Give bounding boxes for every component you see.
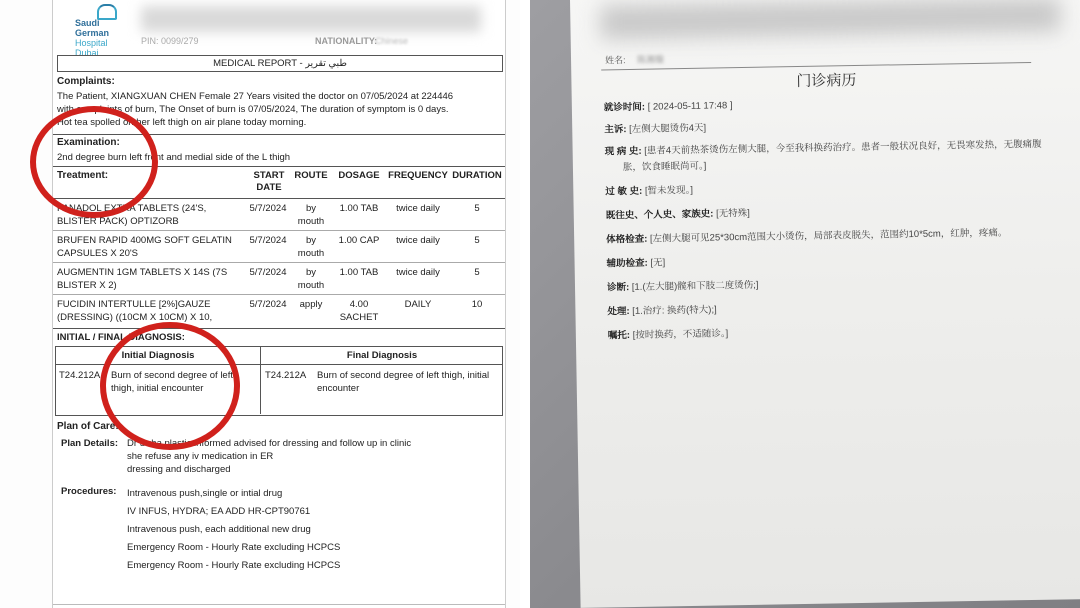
report-header: MEDICAL REPORT - طبي تقرير — [57, 55, 503, 72]
med-name: PANADOL EXTRA TABLETS (24'S, BLISTER PACK) OPTIZORB — [57, 203, 207, 227]
plan-details-label: Plan Details: — [61, 438, 119, 449]
final-text: Burn of second degree of left thigh, initial encounter — [317, 370, 490, 394]
plan-details-text: Dr Suha plastic informed advised for dressing and follow up in clinic she refuse any iv medication in ER dressing and discharged — [127, 438, 412, 475]
procedures-label: Procedures: — [61, 486, 117, 497]
procedures-list — [127, 485, 503, 575]
record-row: 处理: [1.治疗: 换药(特大);] — [607, 304, 717, 318]
plan-title: Plan of Care: — [57, 421, 119, 432]
record-row: 诊断: [1.(左大腿)髋和下肢二度烫伤;] — [606, 279, 759, 294]
med-dosage: 1.00 TAB — [339, 267, 379, 278]
pin-label: PIN: 0099/279 — [141, 36, 199, 46]
diagnosis-title: INITIAL / FINAL DIAGNOSIS: — [57, 332, 185, 343]
procedure-item: IV INFUS, HYDRA; EA ADD HR-CPT90761 — [127, 506, 311, 517]
treatment-title: Treatment: — [57, 170, 109, 181]
med-duration: 5 — [474, 235, 480, 246]
record-row: 就诊时间: [ 2024-05-11 17:48 ] — [603, 100, 733, 114]
med-date: 5/7/2024 — [249, 235, 287, 246]
final-code: T24.212A — [265, 370, 307, 381]
med-frequency: twice daily — [396, 203, 440, 214]
record-row: 体格检查: [左侧大腿可见25*30cm范围大小烫伤，局部表皮脱失，范围约10*5cm，红肿，疼痛。 — [606, 227, 1008, 246]
medical-report-photo — [0, 0, 520, 608]
red-annotation-circle — [100, 322, 240, 450]
name-label: 姓名: — [604, 55, 626, 66]
med-frequency: DAILY — [404, 299, 432, 310]
med-route: by mouth — [297, 203, 325, 227]
med-name: FUCIDIN INTERTULLE [2%]GAUZE (DRESSING) ((10CM X 10CM) X 10, — [57, 299, 213, 323]
outpatient-record-page — [570, 0, 1080, 608]
procedure-item: Intravenous push,single or intial drug — [127, 488, 283, 499]
outpatient-record-photo — [530, 0, 1080, 608]
med-dosage: 1.00 TAB — [339, 203, 379, 214]
initial-text: Burn of second degree of left thigh, initial encounter — [111, 370, 233, 394]
med-route: by mouth — [297, 235, 325, 259]
record-title: 门诊病历 — [796, 71, 857, 91]
hospital-logo: Saudi German Hospital Dubai — [75, 8, 135, 58]
record-row: 现 病 史: [患者4天前热茶烫伤左侧大腿，今至我科换药治疗。患者一般状况良好，无畏寒发热，无腹痛腹 — [604, 138, 1042, 158]
med-duration: 5 — [474, 203, 480, 214]
complaints-text: The Patient, XIANGXUAN CHEN Female 27 Years visited the doctor on 07/05/2024 at 224446 with complaints of burn, The Onset of burn is 07/05/2024, The duration of symptom is 0 days. Hot tea spolled on her left thigh on air plane today morning. — [57, 91, 454, 128]
examination-title: Examination: — [57, 137, 120, 148]
med-dosage: 1.00 CAP — [338, 235, 380, 246]
initial-code: T24.212A — [59, 370, 101, 381]
initial-diagnosis-head: Initial Diagnosis — [121, 350, 195, 361]
med-date: 5/7/2024 — [249, 267, 287, 278]
procedure-item: Emergency Room - Hourly Rate excluding HCPCS — [127, 542, 341, 553]
med-frequency: twice daily — [396, 235, 440, 246]
col-route: ROUTE — [294, 170, 328, 181]
med-duration: 10 — [471, 299, 483, 310]
record-row: 辅助检查: [无] — [606, 257, 666, 270]
med-frequency: twice daily — [396, 267, 440, 278]
red-annotation-circle — [30, 106, 158, 218]
col-duration: DURATION — [452, 170, 502, 181]
record-row: 嘱托: [按时换药，不适随诊。] — [607, 328, 729, 342]
col-start-date: START DATE — [253, 170, 285, 193]
med-date: 5/7/2024 — [249, 203, 287, 214]
final-diagnosis-head: Final Diagnosis — [346, 350, 418, 361]
med-name: AUGMENTIN 1GM TABLETS X 14S (7S BLISTER X 2) — [57, 267, 228, 291]
nationality-label: NATIONALITY: — [315, 36, 378, 46]
name-value: 陈湘璇 — [636, 54, 665, 65]
medical-report-page — [52, 0, 506, 608]
redacted-header — [141, 6, 481, 32]
procedure-item: Intravenous push, each additional new drug — [127, 524, 311, 535]
col-frequency: FREQUENCY — [388, 170, 448, 181]
med-name: BRUFEN RAPID 400MG SOFT GELATIN CAPSULES X 20'S — [57, 235, 232, 259]
med-route: apply — [299, 299, 323, 310]
record-row: 胀，饮食睡眠尚可。] — [622, 160, 707, 174]
med-dosage: 4.00 SACHET — [339, 299, 379, 323]
med-duration: 5 — [474, 267, 480, 278]
nationality-value: Chinese — [375, 36, 409, 46]
complaints-title: Complaints: — [57, 76, 115, 87]
procedure-item: Emergency Room - Hourly Rate excluding HCPCS — [127, 560, 341, 571]
col-dosage: DOSAGE — [338, 170, 380, 181]
med-date: 5/7/2024 — [249, 299, 287, 310]
examination-text: 2nd degree burn left front and medial side of the L thigh — [57, 152, 291, 163]
med-route: by mouth — [297, 267, 325, 291]
redacted-header — [600, 0, 1061, 39]
logo-heart-icon — [97, 4, 117, 20]
record-row: 过 敏 史: [暂未发现。] — [605, 184, 694, 198]
record-row: 既往史、个人史、家族史: [无特殊] — [605, 207, 750, 222]
record-row: 主诉: [左侧大腿烫伤4天] — [604, 122, 707, 136]
